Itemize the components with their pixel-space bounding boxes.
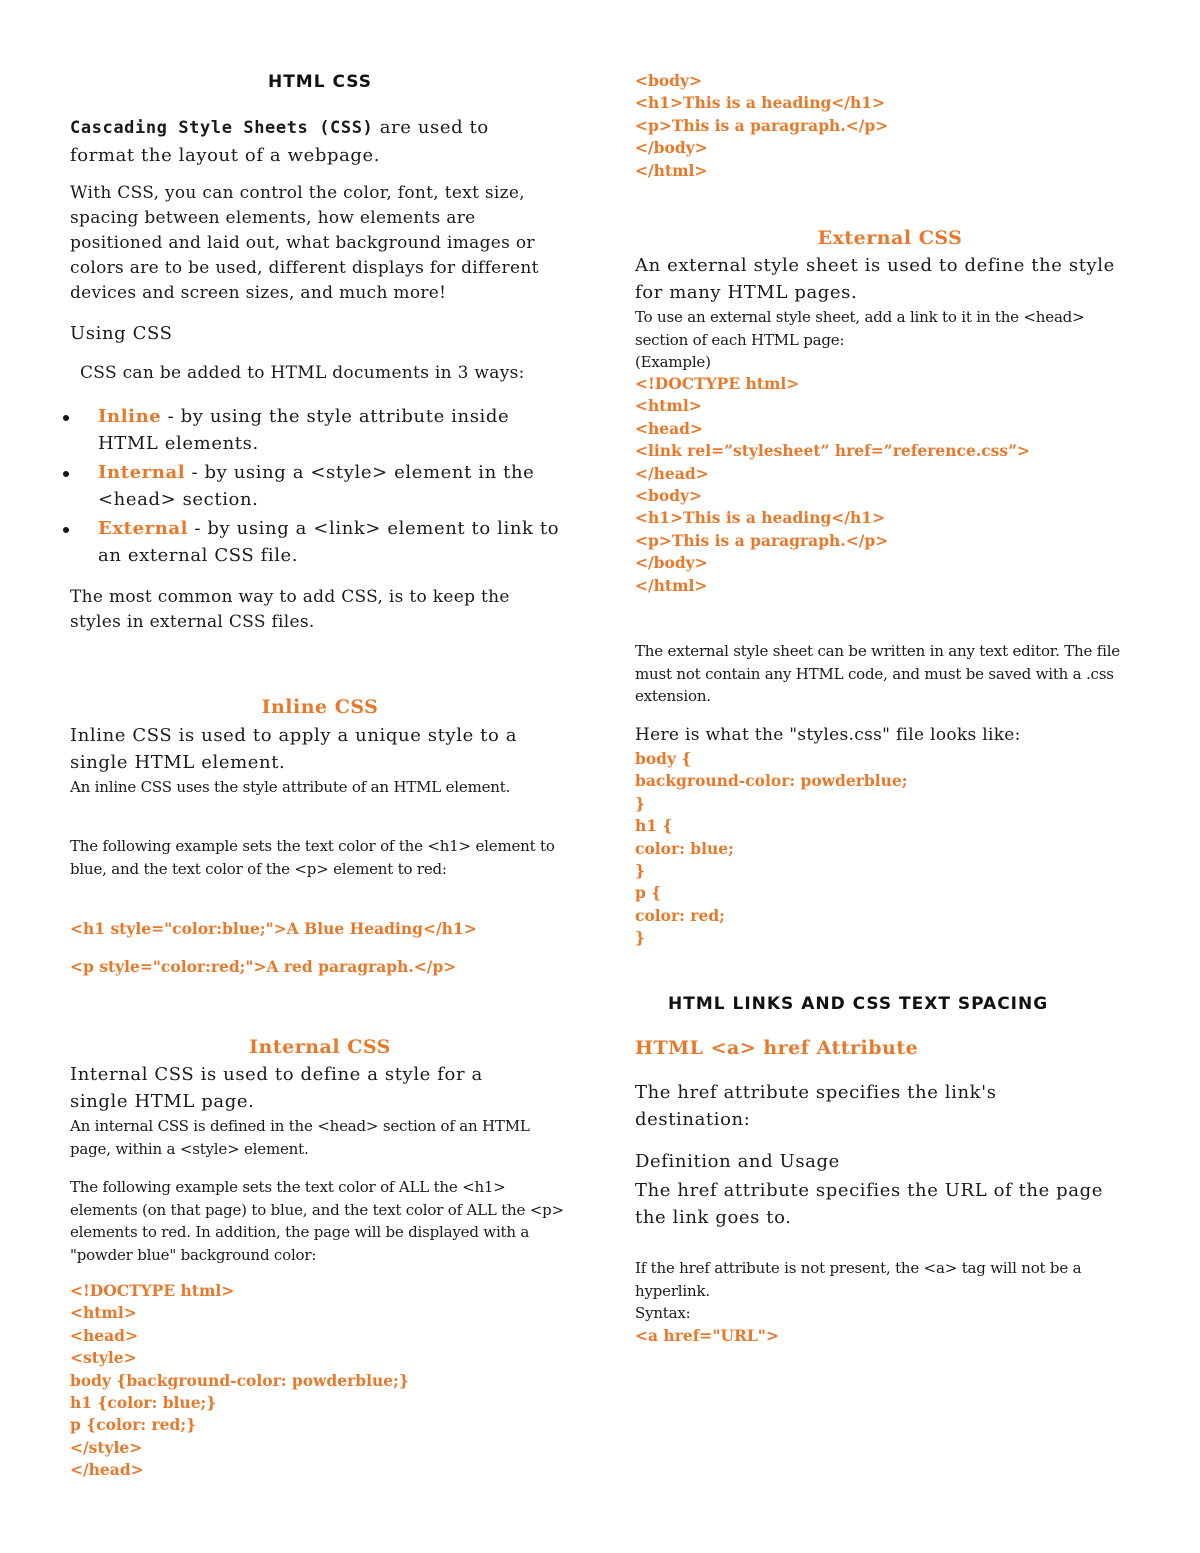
doc-title: HTML CSS (267, 72, 372, 92)
intro-rest: are used to format the layout of a webpage. (70, 117, 489, 166)
kw-external: External (98, 518, 189, 539)
internal-lead: Internal CSS is used to define a style for a single HTML page. (70, 1064, 483, 1112)
code-line: <body> (635, 486, 702, 506)
code-line: <style> (70, 1348, 137, 1368)
code-line: <link rel=”stylesheet” href=”reference.css”> (635, 441, 1031, 461)
external-code-block (635, 373, 1030, 597)
syntax-code: <a href="URL"> (635, 1326, 779, 1345)
styles-css-code (635, 748, 907, 950)
code-line: background-color: powderblue; (635, 771, 908, 791)
code-line: } (635, 861, 645, 881)
code-line: h1 { (635, 816, 673, 836)
bullet-icon (63, 527, 69, 533)
top-code-block (635, 70, 888, 182)
inline-code-1: <h1 style="color:blue;">A Blue Heading</h1> (70, 919, 477, 938)
editor-note: The external style sheet can be written in any text editor. The file must not contain any HTML code, and must be saved with a .css extension. (635, 642, 1120, 705)
links-section-title: HTML LINKS AND CSS TEXT SPACING (668, 994, 1049, 1014)
href-attribute-title: HTML <a> href Attribute (635, 1037, 919, 1059)
using-css-heading: Using CSS (70, 323, 173, 344)
code-line: <h1>This is a heading</h1> (635, 93, 885, 113)
code-line: </body> (635, 553, 708, 573)
code-line: <body> (635, 71, 702, 90)
external-desc: To use an external style sheet, add a link to it in the <head> section of each HTML page: (635, 308, 1085, 349)
code-line: </style> (70, 1437, 143, 1457)
code-line: <p>This is a paragraph.</p> (635, 115, 889, 135)
code-line: p {color: red;} (70, 1415, 197, 1435)
inline-code-2: <p style="color:red;">A red paragraph.</p> (70, 957, 457, 976)
code-line: p { (635, 883, 662, 903)
kw-internal: Internal (98, 462, 186, 483)
code-line: <p>This is a paragraph.</p> (635, 530, 889, 550)
kw-inline: Inline (98, 406, 162, 427)
internal-css-title: Internal CSS (249, 1036, 391, 1058)
code-line: body {background-color: powderblue;} (70, 1370, 409, 1390)
syntax-label: Syntax: (635, 1304, 691, 1322)
code-line: <!DOCTYPE html> (70, 1281, 235, 1300)
code-line: <h1>This is a heading</h1> (635, 508, 885, 528)
text-external: - by using a <link> element to link to an external CSS file. (98, 518, 560, 566)
code-line: </html> (635, 160, 708, 180)
code-line: <head> (635, 418, 703, 438)
code-line: </head> (635, 463, 709, 483)
definition-title: Definition and Usage (635, 1151, 840, 1172)
definition-desc: The href attribute specifies the URL of the page the link goes to. (635, 1180, 1104, 1228)
code-line: body { (635, 749, 692, 768)
list-item-internal (70, 459, 570, 513)
bullet-icon (63, 471, 69, 477)
text-inline: - by using the style attribute inside HTML elements. (98, 406, 510, 454)
code-line: <head> (70, 1325, 138, 1345)
internal-example-desc: The following example sets the text color of ALL the <h1> elements (on that page) to blue, and the text color of ALL the <p> elements to red. In addition, the page will be displayed with a "powder blue" background color: (70, 1178, 564, 1264)
code-line: <html> (70, 1303, 137, 1323)
list-item-inline (70, 403, 570, 457)
code-line: </body> (635, 138, 708, 158)
internal-code-block (70, 1280, 409, 1482)
code-line: <html> (635, 396, 702, 416)
text-internal: - by using a <style> element in the <head> section. (98, 462, 535, 510)
code-line: } (635, 793, 645, 813)
inline-desc: An inline CSS uses the style attribute of an HTML element. (70, 778, 511, 796)
looks-like-text: Here is what the "styles.css" file looks like: (635, 725, 1021, 745)
external-css-title: External CSS (817, 227, 963, 249)
code-line: </html> (635, 575, 708, 595)
external-lead: An external style sheet is used to define the style for many HTML pages. (635, 255, 1115, 303)
example-label: (Example) (635, 353, 711, 371)
code-line: </head> (70, 1460, 144, 1480)
href-desc: The href attribute specifies the link's destination: (635, 1082, 997, 1130)
most-common-paragraph: The most common way to add CSS, is to keep the styles in external CSS files. (70, 587, 510, 632)
with-css-paragraph: With CSS, you can control the color, font, text size, spacing between elements, how elements are positioned and laid out, what background images or colors are to be used, different displays for different devices and screen sizes, and much more! (70, 183, 539, 303)
internal-desc: An internal CSS is defined in the <head> section of an HTML page, within a <style> element. (70, 1117, 530, 1158)
code-line: } (635, 928, 645, 948)
list-item-external (70, 515, 570, 569)
inline-example-desc: The following example sets the text color of the <h1> element to blue, and the text color of the <p> element to red: (70, 837, 555, 878)
ways-list (70, 403, 570, 569)
code-line: color: red; (635, 905, 725, 925)
bullet-icon (63, 415, 69, 421)
intro-paragraph (70, 114, 530, 169)
code-line: color: blue; (635, 838, 734, 858)
inline-lead: Inline CSS is used to apply a unique style to a single HTML element. (70, 725, 518, 773)
code-line: h1 {color: blue;} (70, 1393, 217, 1413)
code-line: <!DOCTYPE html> (635, 374, 800, 393)
href-note: If the href attribute is not present, the <a> tag will not be a hyperlink. (635, 1259, 1082, 1300)
ways-paragraph: CSS can be added to HTML documents in 3 ways: (80, 363, 525, 383)
inline-css-title: Inline CSS (261, 696, 379, 718)
intro-bold: Cascading Style Sheets (CSS) (70, 118, 374, 138)
